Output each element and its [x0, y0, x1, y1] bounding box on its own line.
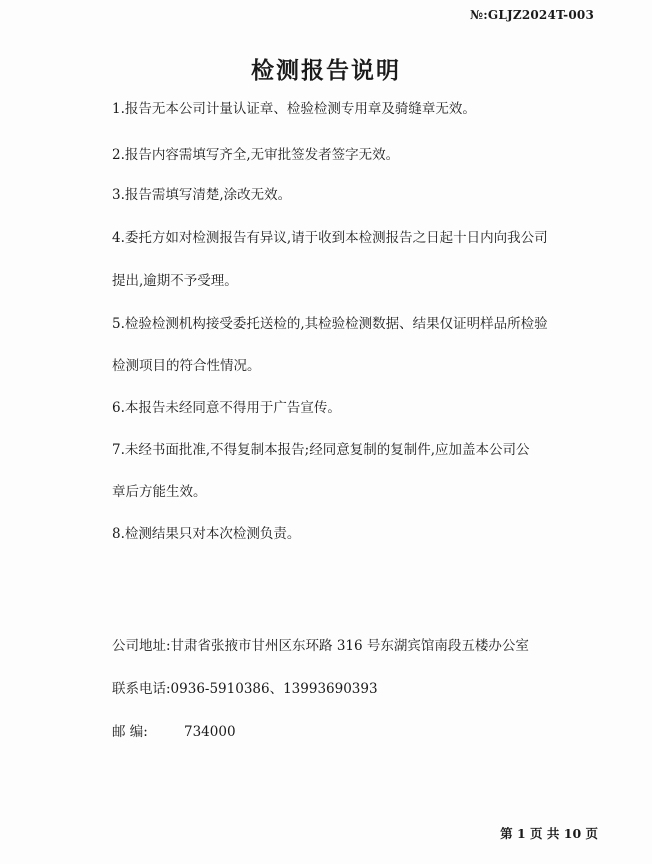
company-address: 公司地址:甘肃省张掖市甘州区东环路 316 号东湖宾馆南段五楼办公室 — [112, 638, 529, 654]
item-4-line-2: 提出,逾期不予受理。 — [112, 273, 238, 289]
postcode-value: 734000 — [184, 724, 236, 740]
item-8: 8.检测结果只对本次检测负责。 — [112, 526, 301, 542]
item-2: 2.报告内容需填写齐全,无审批签发者签字无效。 — [112, 147, 400, 163]
item-6: 6.本报告未经同意不得用于广告宣传。 — [112, 400, 341, 416]
page-title: 检测报告说明 — [251, 57, 401, 84]
item-5-line-2: 检测项目的符合性情况。 — [112, 358, 261, 374]
item-4-line-1: 4.委托方如对检测报告有异议,请于收到本检测报告之日起十日内向我公司 — [112, 230, 548, 246]
item-1: 1.报告无本公司计量认证章、检验检测专用章及骑缝章无效。 — [112, 101, 476, 117]
item-7-line-1: 7.未经书面批准,不得复制本报告;经同意复制的复制件,应加盖本公司公 — [112, 442, 530, 458]
report-number: №:GLJZ2024T-003 — [470, 8, 594, 22]
postcode-label: 邮 编: — [112, 724, 148, 740]
item-5-line-1: 5.检验检测机构接受委托送检的,其检验检测数据、结果仅证明样品所检验 — [112, 316, 548, 332]
postcode — [112, 722, 236, 742]
contact-phone: 联系电话:0936-5910386、13993690393 — [112, 681, 378, 697]
item-7-line-2: 章后方能生效。 — [112, 484, 207, 500]
page-number: 第 1 页 共 10 页 — [500, 826, 598, 841]
item-3: 3.报告需填写清楚,涂改无效。 — [112, 187, 292, 203]
